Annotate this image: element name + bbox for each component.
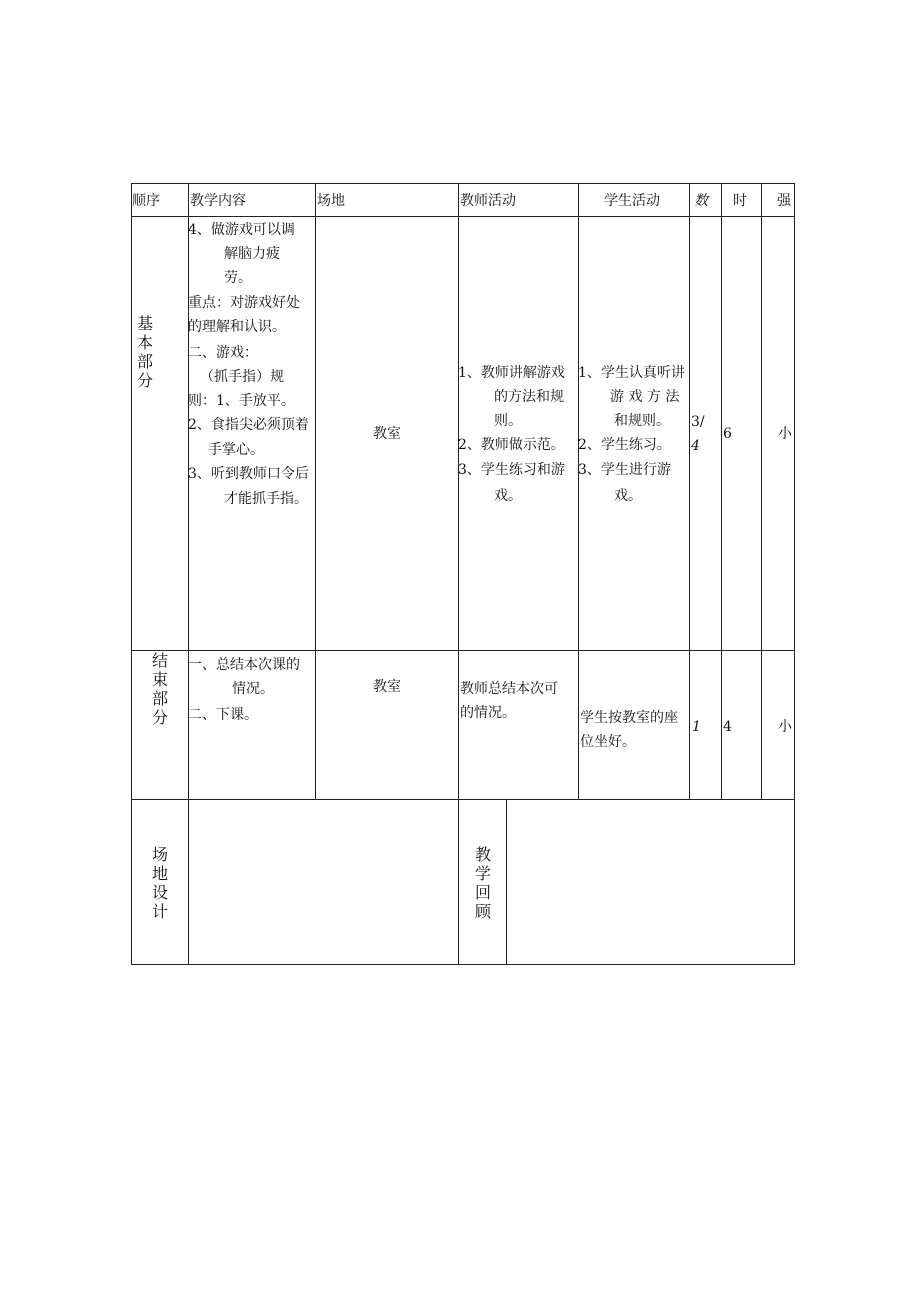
ending-row-divider [131, 799, 795, 800]
header-student: 学生活动 [604, 193, 660, 209]
basic-teacher-line: 则。 [494, 413, 522, 429]
col-divider-count [721, 183, 722, 800]
header-time: 时 [733, 193, 747, 209]
basic-content-line: 解脑力疲 [224, 246, 280, 262]
col-divider-teacher [578, 183, 579, 800]
header-order: 顺序 [132, 193, 160, 209]
basic-content-line: 重点：对游戏好处 [188, 295, 300, 311]
basic-teacher-line: 戏。 [494, 488, 522, 504]
ending-content-line: 二、下课。 [188, 707, 258, 723]
site-design-label: 场地设计 [151, 845, 168, 921]
basic-row-divider [131, 650, 795, 651]
table-border-bottom [131, 964, 795, 965]
basic-content-line: 二、游戏： [188, 345, 258, 361]
table-border-left [131, 183, 132, 965]
basic-content-line: 则：1、手放平。 [188, 393, 295, 409]
basic-student-line: 和规则。 [614, 413, 670, 429]
basic-student-line: 3、学生进行游 [578, 462, 671, 478]
table-border-right [794, 183, 795, 965]
basic-teacher-line: 2、教师做示范。 [458, 437, 565, 453]
ending-content-line: 一、总结本次课的 [188, 657, 300, 673]
ending-intensity: 小 [778, 719, 792, 735]
header-intensity: 强 [777, 193, 791, 209]
basic-content-line: 手掌心。 [208, 442, 264, 458]
basic-intensity: 小 [778, 426, 792, 442]
ending-content-line: 情况。 [232, 681, 274, 697]
header-row-divider [131, 216, 795, 217]
table-border-top [131, 183, 795, 184]
ending-teacher-line: 的情况。 [460, 705, 516, 721]
basic-content-line: 的理解和认识。 [188, 319, 286, 335]
col-divider-student [689, 183, 690, 800]
basic-student-line: 戏。 [614, 488, 642, 504]
basic-content-line: 2、食指尖必须顶着 [188, 417, 309, 433]
col-divider-content [315, 183, 316, 800]
footer-review-divider [506, 799, 507, 965]
basic-count-bottom: 4 [691, 438, 700, 454]
basic-teacher-line: 1、教师讲解游戏 [458, 365, 565, 381]
ending-student-line: 学生按教室的座 [580, 710, 678, 726]
basic-student-line: 游 戏 方 法 [610, 389, 680, 405]
basic-time: 6 [723, 426, 732, 442]
basic-venue: 教室 [373, 426, 401, 442]
col-divider-venue [458, 183, 459, 965]
col-divider-time [761, 183, 762, 800]
ending-count: 1 [692, 719, 701, 735]
basic-content-line: 4、做游戏可以调 [188, 222, 295, 238]
basic-content-line: 劳。 [224, 270, 252, 286]
header-content: 教学内容 [190, 193, 246, 209]
basic-section-label: 基本部分 [136, 314, 153, 390]
header-venue: 场地 [317, 193, 345, 209]
basic-teacher-line: 的方法和规 [494, 389, 564, 405]
header-count: 数 [694, 193, 708, 209]
ending-teacher-line: 教师总结本次可 [460, 681, 558, 697]
ending-time: 4 [723, 719, 732, 735]
basic-content-line: 3、听到教师口令后 [188, 466, 309, 482]
basic-student-line: 2、学生练习。 [578, 437, 671, 453]
teaching-review-label: 教学回顾 [474, 845, 491, 921]
basic-teacher-line: 3、学生练习和游 [458, 462, 565, 478]
ending-student-line: 位坐好。 [580, 734, 636, 750]
basic-count-top: 3/ [691, 414, 705, 430]
ending-section-label: 结束部分 [151, 651, 168, 727]
ending-venue: 教室 [373, 679, 401, 695]
basic-content-line: 才能抓手指。 [224, 491, 308, 507]
basic-content-line: （抓手指）规 [200, 369, 284, 385]
header-teacher: 教师活动 [460, 193, 516, 209]
basic-student-line: 1、学生认真听讲 [578, 365, 685, 381]
